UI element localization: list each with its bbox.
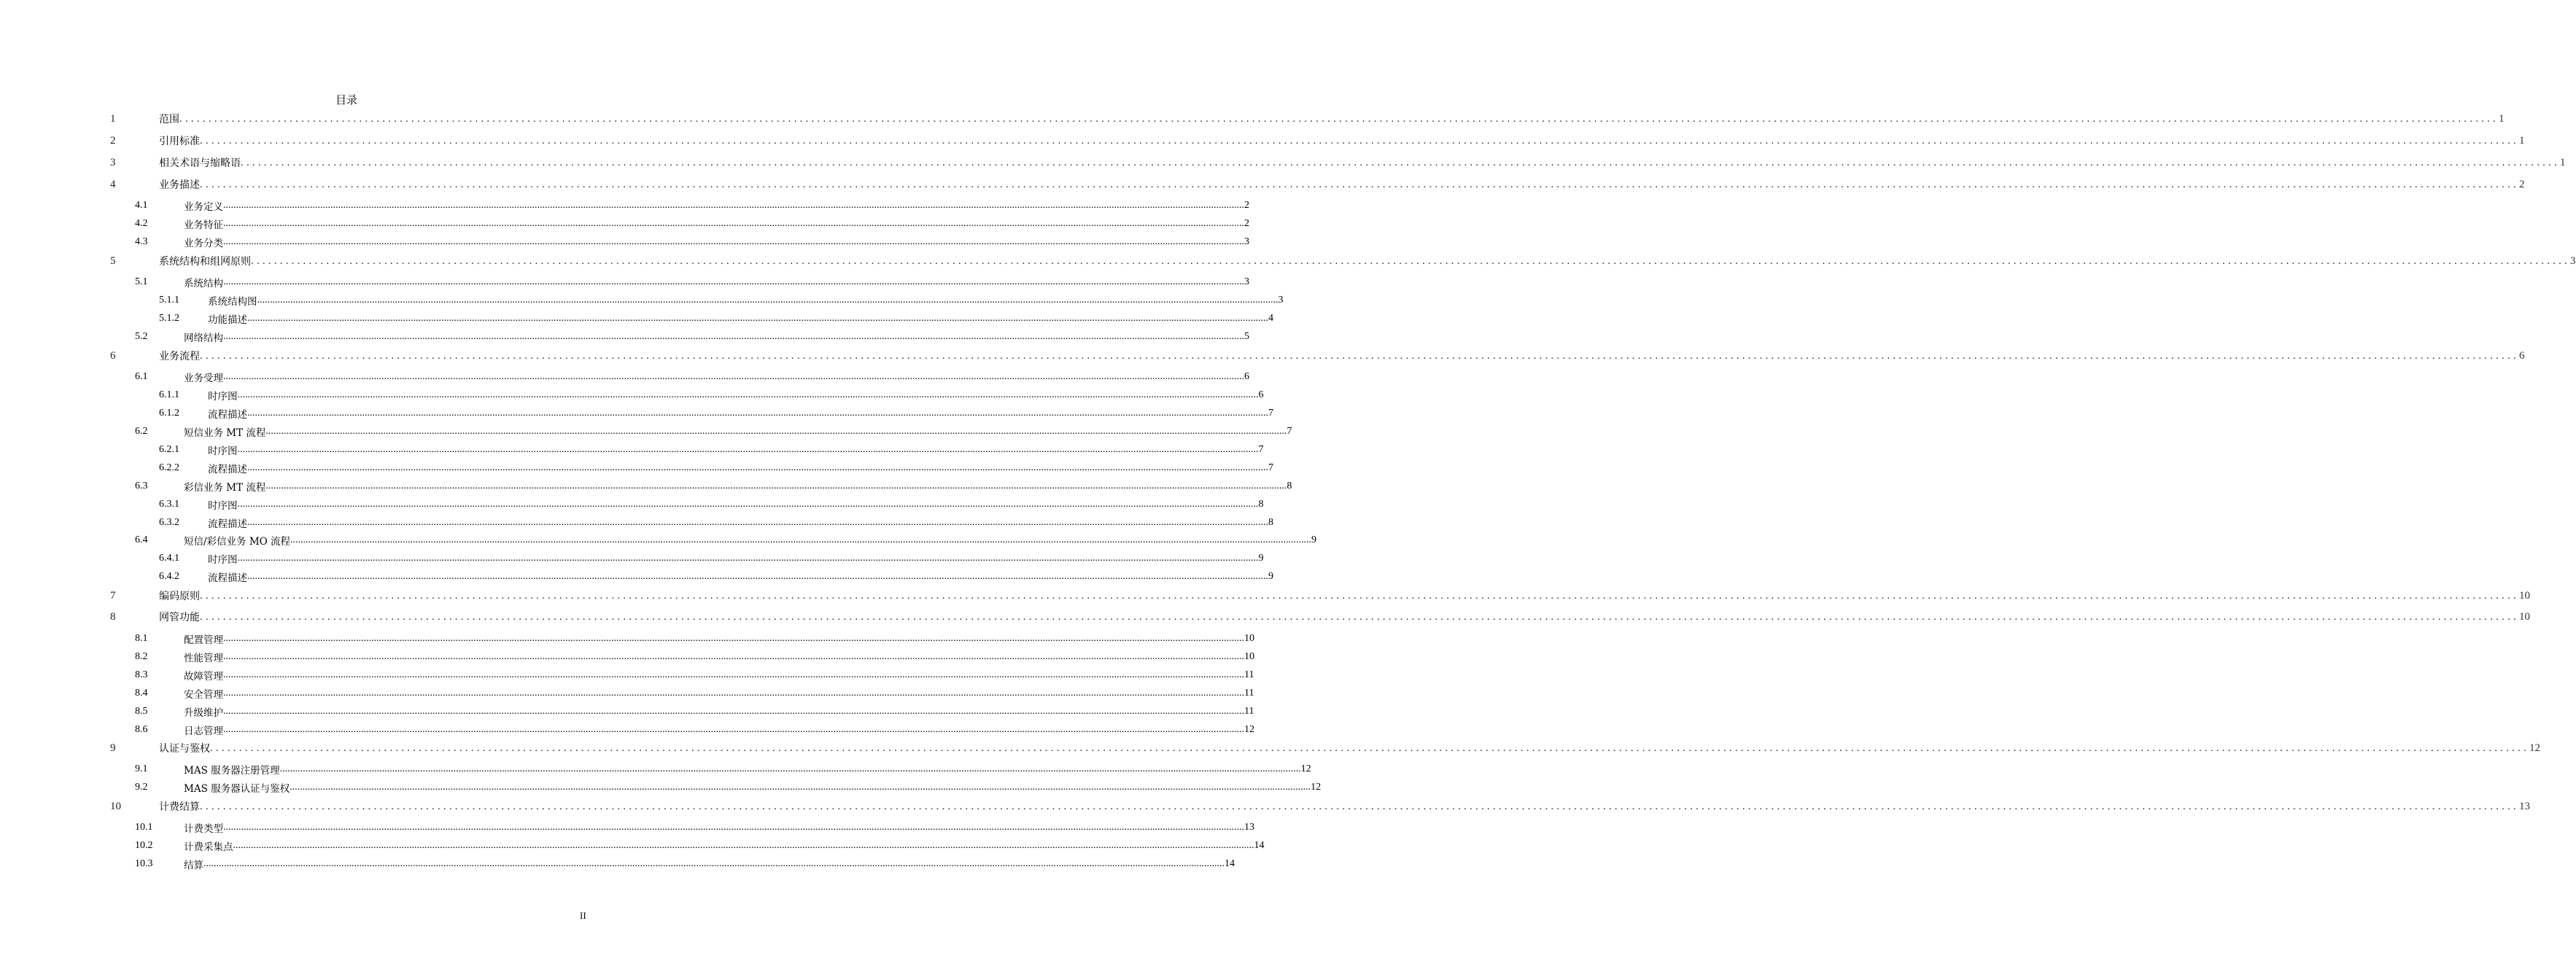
toc-entry-title: 功能描述 <box>208 314 247 326</box>
toc-entry-page: 1 <box>2499 112 2505 125</box>
toc-entry[interactable] <box>110 741 2540 755</box>
toc-entry[interactable] <box>159 551 1264 566</box>
toc-dot-leader: ................................................................................................................................................................................................................................................................................................................................................................................................................ <box>200 178 2519 190</box>
toc-entry-title: 系统结构图 <box>208 296 257 308</box>
toc-entry-title: 时序图 <box>208 446 238 457</box>
toc-entry-title: 计费类型 <box>184 823 223 835</box>
toc-entry[interactable] <box>135 217 1249 231</box>
toc-dot-leader: ................................................................................................................................................................................................................................................................................................................................................................................................................ <box>223 276 1244 287</box>
toc-entry-page: 10 <box>2519 610 2530 623</box>
toc-entry-page: 1 <box>2560 156 2566 168</box>
toc-entry-page: 11 <box>1244 706 1254 717</box>
toc-entry-page: 12 <box>1244 724 1254 735</box>
toc-dot-leader: ................................................................................................................................................................................................................................................................................................................................................................................................................ <box>200 610 2519 623</box>
toc-dot-leader: ................................................................................................................................................................................................................................................................................................................................................................................................................ <box>257 295 1279 306</box>
toc-entry-number: 6 <box>110 349 116 362</box>
toc-entry-title: 短信业务 MT 流程 <box>184 427 266 439</box>
toc-entry[interactable] <box>135 330 1249 344</box>
toc-dot-leader: ................................................................................................................................................................................................................................................................................................................................................................................................................ <box>200 800 2519 812</box>
toc-dot-leader: ................................................................................................................................................................................................................................................................................................................................................................................................................ <box>265 426 1287 437</box>
toc-entry-title: 系统结构和组网原则 <box>159 256 251 268</box>
toc-dot-leader: ................................................................................................................................................................................................................................................................................................................................................................................................................ <box>237 553 1259 564</box>
toc-entry-number: 6.4.2 <box>159 571 179 582</box>
toc-entry-page: 9 <box>1258 553 1264 564</box>
toc-entry[interactable] <box>110 610 2530 624</box>
toc-entry-title: 流程描述 <box>208 518 247 530</box>
toc-entry-title: 时序图 <box>208 554 238 566</box>
toc-entry[interactable] <box>135 839 1265 853</box>
toc-dot-leader: ................................................................................................................................................................................................................................................................................................................................................................................................................ <box>247 408 1268 419</box>
toc-entry-number: 10.2 <box>135 840 153 851</box>
toc-dot-leader: ................................................................................................................................................................................................................................................................................................................................................................................................................ <box>223 236 1244 247</box>
toc-entry[interactable] <box>110 112 2505 126</box>
toc-entry-page: 7 <box>1258 444 1264 455</box>
toc-entry-title: 业务描述 <box>159 179 200 191</box>
toc-entry-page: 6 <box>2519 349 2525 362</box>
toc-dot-leader: ................................................................................................................................................................................................................................................................................................................................................................................................................ <box>200 349 2519 362</box>
toc-entry-title: 业务受理 <box>184 373 223 384</box>
toc-entry-page: 7 <box>1268 462 1273 473</box>
toc-entry-page: 6 <box>1244 371 1249 382</box>
toc-dot-leader: ................................................................................................................................................................................................................................................................................................................................................................................................................ <box>247 571 1268 582</box>
toc-entry[interactable] <box>159 406 1273 421</box>
toc-dot-leader: ................................................................................................................................................................................................................................................................................................................................................................................................................ <box>179 112 2499 125</box>
toc-entry[interactable] <box>135 198 1249 213</box>
toc-entry-page: 2 <box>1244 200 1249 211</box>
toc-dot-leader: ................................................................................................................................................................................................................................................................................................................................................................................................................ <box>233 840 1254 851</box>
toc-entry[interactable] <box>135 479 1292 494</box>
toc-dot-leader: ................................................................................................................................................................................................................................................................................................................................................................................................................ <box>223 688 1244 699</box>
toc-entry-title: 引用标准 <box>159 136 200 147</box>
toc-dot-leader: ................................................................................................................................................................................................................................................................................................................................................................................................................ <box>247 313 1268 324</box>
toc-entry-page: 13 <box>1244 822 1254 833</box>
toc-dot-leader: ................................................................................................................................................................................................................................................................................................................................................................................................................ <box>223 331 1244 342</box>
toc-entry-title: 短信/彩信业务 MO 流程 <box>184 536 291 548</box>
toc-entry-number: 6.1.1 <box>159 389 179 400</box>
toc-entry-page: 13 <box>2519 800 2530 812</box>
toc-entry-page: 14 <box>1225 858 1235 869</box>
toc-dot-leader: ................................................................................................................................................................................................................................................................................................................................................................................................................ <box>251 254 2570 267</box>
toc-entry-number: 10 <box>110 800 121 812</box>
toc-entry[interactable] <box>135 723 1254 737</box>
toc-entry[interactable] <box>110 588 2530 603</box>
toc-entry-number: 5.2 <box>135 331 148 342</box>
toc-entry-page: 1 <box>2519 134 2525 147</box>
toc-entry-number: 6.3 <box>135 481 148 491</box>
toc-entry-title: 计费结算 <box>159 801 200 813</box>
toc-entry-page: 8 <box>1268 517 1273 528</box>
toc-dot-leader: ................................................................................................................................................................................................................................................................................................................................................................................................................ <box>223 218 1244 229</box>
toc-entry[interactable] <box>159 461 1273 475</box>
toc-entry[interactable] <box>135 780 1322 795</box>
toc-entry-number: 4.2 <box>135 218 148 229</box>
toc-title: 目录 <box>335 95 357 106</box>
toc-dot-leader: ................................................................................................................................................................................................................................................................................................................................................................................................................ <box>237 444 1259 455</box>
toc-entry[interactable] <box>135 533 1317 548</box>
toc-entry-page: 9 <box>1268 571 1273 582</box>
toc-entry-number: 5.1 <box>135 276 148 287</box>
toc-entry-number: 8.6 <box>135 724 148 735</box>
toc-entry-title: 系统结构 <box>184 278 223 289</box>
toc-entry[interactable] <box>135 650 1254 664</box>
toc-entry-number: 6.2.2 <box>159 462 179 473</box>
toc-entry-number: 6.2.1 <box>159 444 179 455</box>
toc-entry-number: 7 <box>110 589 116 602</box>
toc-entry-number: 6.4 <box>135 534 148 545</box>
toc-entry-number: 4.3 <box>135 236 148 247</box>
toc-entry-number: 6.1.2 <box>159 408 179 419</box>
toc-entry-page: 3 <box>2570 254 2576 267</box>
toc-entry-title: 时序图 <box>208 500 238 512</box>
toc-entry-page: 11 <box>1244 669 1254 680</box>
toc-entry[interactable] <box>159 388 1264 402</box>
page-number: II <box>580 910 586 921</box>
toc-entry-title: 流程描述 <box>208 409 247 421</box>
toc-entry-title: 认证与鉴权 <box>159 743 210 755</box>
toc-dot-leader: ................................................................................................................................................................................................................................................................................................................................................................................................................ <box>203 858 1225 869</box>
toc-entry-number: 8 <box>110 610 116 623</box>
toc-entry[interactable] <box>110 155 2566 170</box>
toc-entry-title: 业务流程 <box>159 351 200 362</box>
toc-dot-leader: ................................................................................................................................................................................................................................................................................................................................................................................................................ <box>200 134 2519 147</box>
toc-dot-leader: ................................................................................................................................................................................................................................................................................................................................................................................................................ <box>247 517 1268 528</box>
toc-entry-number: 5.1.2 <box>159 313 179 324</box>
toc-entry-page: 3 <box>1244 276 1249 287</box>
toc-entry[interactable] <box>110 799 2530 814</box>
toc-entry-page: 12 <box>1311 782 1322 793</box>
toc-entry[interactable] <box>135 704 1254 719</box>
toc-entry-title: 时序图 <box>208 391 238 402</box>
toc-entry-title: 编码原则 <box>159 591 200 602</box>
toc-dot-leader: ................................................................................................................................................................................................................................................................................................................................................................................................................ <box>223 651 1244 662</box>
toc-entry-page: 5 <box>1244 331 1249 342</box>
toc-entry-title: 配置管理 <box>184 634 223 646</box>
toc-entry-title: 相关术语与缩略语 <box>159 158 241 169</box>
toc-entry-number: 9.2 <box>135 782 148 793</box>
toc-dot-leader: ................................................................................................................................................................................................................................................................................................................................................................................................................ <box>223 669 1244 680</box>
toc-entry-title: 彩信业务 MT 流程 <box>184 482 266 494</box>
toc-entry[interactable] <box>135 235 1249 249</box>
toc-entry-number: 6.3.1 <box>159 499 179 510</box>
toc-entry[interactable] <box>159 516 1273 530</box>
toc-entry-number: 10.1 <box>135 822 153 833</box>
toc-dot-leader: ................................................................................................................................................................................................................................................................................................................................................................................................................ <box>237 389 1259 400</box>
toc-entry-page: 2 <box>1244 218 1249 229</box>
toc-entry-number: 10.3 <box>135 858 153 869</box>
toc-entry[interactable] <box>110 349 2525 363</box>
toc-entry-title: 流程描述 <box>208 464 247 475</box>
toc-dot-leader: ................................................................................................................................................................................................................................................................................................................................................................................................................ <box>247 462 1268 473</box>
toc-entry[interactable] <box>135 275 1249 289</box>
toc-entry-number: 6.4.1 <box>159 553 179 564</box>
toc-entry-page: 14 <box>1254 840 1265 851</box>
toc-entry[interactable] <box>110 177 2525 192</box>
toc-entry-page: 10 <box>1244 651 1254 662</box>
toc-entry-number: 5 <box>110 254 116 267</box>
toc-entry-page: 4 <box>1268 313 1273 324</box>
toc-dot-leader: ................................................................................................................................................................................................................................................................................................................................................................................................................ <box>290 782 1311 793</box>
toc-entry[interactable] <box>159 293 1284 308</box>
toc-entry-number: 2 <box>110 134 116 147</box>
toc-entry-number: 8.3 <box>135 669 148 680</box>
toc-dot-leader: ................................................................................................................................................................................................................................................................................................................................................................................................................ <box>241 156 2560 168</box>
toc-entry[interactable] <box>135 857 1235 871</box>
toc-entry-title: MAS 服务器认证与鉴权 <box>184 783 290 795</box>
toc-entry-title: 结算 <box>184 860 203 871</box>
toc-entry-title: 范围 <box>159 114 179 125</box>
toc-entry-title: 业务定义 <box>184 201 223 213</box>
toc-entry[interactable] <box>110 133 2525 148</box>
toc-entry-number: 5.1.1 <box>159 295 179 306</box>
toc-entry-number: 1 <box>110 112 116 125</box>
toc-entry-page: 2 <box>2519 178 2525 190</box>
toc-entry-page: 10 <box>2519 589 2530 602</box>
toc-dot-leader: ................................................................................................................................................................................................................................................................................................................................................................................................................ <box>223 371 1244 382</box>
toc-entry-page: 7 <box>1287 426 1292 437</box>
toc-entry-title: 业务特征 <box>184 219 223 231</box>
toc-entry[interactable] <box>159 497 1264 512</box>
toc-entry-title: 计费采集点 <box>184 841 233 853</box>
toc-entry-number: 9 <box>110 742 116 754</box>
toc-dot-leader: ................................................................................................................................................................................................................................................................................................................................................................................................................ <box>223 724 1244 735</box>
toc-entry-page: 3 <box>1244 236 1249 247</box>
toc-entry-number: 6.2 <box>135 426 148 437</box>
toc-dot-leader: ................................................................................................................................................................................................................................................................................................................................................................................................................ <box>265 481 1287 491</box>
toc-dot-leader: ................................................................................................................................................................................................................................................................................................................................................................................................................ <box>279 763 1301 774</box>
toc-entry-title: 故障管理 <box>184 671 223 682</box>
toc-entry[interactable] <box>135 668 1254 682</box>
toc-entry-number: 8.5 <box>135 706 148 717</box>
toc-entry-title: 安全管理 <box>184 689 223 701</box>
toc-entry-title: 业务分类 <box>184 238 223 249</box>
toc-entry-number: 6.3.2 <box>159 517 179 528</box>
toc-dot-leader: ................................................................................................................................................................................................................................................................................................................................................................................................................ <box>290 534 1312 545</box>
toc-entry-page: 9 <box>1311 534 1317 545</box>
toc-entry-number: 9.1 <box>135 763 148 774</box>
toc-entry[interactable] <box>135 762 1311 777</box>
toc-entry[interactable] <box>159 311 1273 326</box>
toc-entry-title: 网络结构 <box>184 332 223 344</box>
toc-entry-page: 8 <box>1287 481 1292 491</box>
toc-entry[interactable] <box>159 569 1273 584</box>
toc-entry[interactable] <box>135 370 1249 384</box>
toc-entry-number: 3 <box>110 156 116 168</box>
toc-entry-page: 6 <box>1258 389 1264 400</box>
toc-entry-page: 8 <box>1258 499 1264 510</box>
toc-entry-page: 10 <box>1244 633 1254 644</box>
toc-entry[interactable] <box>135 820 1254 835</box>
toc-dot-leader: ................................................................................................................................................................................................................................................................................................................................................................................................................ <box>223 633 1244 644</box>
toc-entry-page: 11 <box>1244 688 1254 699</box>
toc-dot-leader: ................................................................................................................................................................................................................................................................................................................................................................................................................ <box>237 499 1259 510</box>
toc-dot-leader: ................................................................................................................................................................................................................................................................................................................................................................................................................ <box>210 742 2529 754</box>
toc-entry[interactable] <box>135 686 1254 701</box>
toc-entry-number: 8.1 <box>135 633 148 644</box>
toc-entry[interactable] <box>135 631 1254 646</box>
toc-entry-number: 8.2 <box>135 651 148 662</box>
toc-entry-title: 性能管理 <box>184 653 223 664</box>
toc-entry-page: 7 <box>1268 408 1273 419</box>
toc-entry-number: 6.1 <box>135 371 148 382</box>
toc-entry-number: 8.4 <box>135 688 148 699</box>
toc-entry[interactable] <box>110 254 2576 268</box>
toc-entry-title: 网管功能 <box>159 612 200 623</box>
toc-entry[interactable] <box>135 424 1292 439</box>
toc-dot-leader: ................................................................................................................................................................................................................................................................................................................................................................................................................ <box>223 706 1244 717</box>
toc-dot-leader: ................................................................................................................................................................................................................................................................................................................................................................................................................ <box>223 200 1244 211</box>
toc-entry-page: 12 <box>2529 742 2540 754</box>
toc-dot-leader: ................................................................................................................................................................................................................................................................................................................................................................................................................ <box>200 589 2519 602</box>
toc-entry-page: 3 <box>1278 295 1284 306</box>
toc-entry[interactable] <box>159 443 1264 457</box>
toc-entry-title: MAS 服务器注册管理 <box>184 765 280 777</box>
toc-entry-number: 4.1 <box>135 200 148 211</box>
toc-entry-title: 升级维护 <box>184 707 223 719</box>
toc-dot-leader: ................................................................................................................................................................................................................................................................................................................................................................................................................ <box>223 822 1244 833</box>
toc-entry-title: 流程描述 <box>208 572 247 584</box>
toc-entry-title: 日志管理 <box>184 726 223 737</box>
toc-entry-number: 4 <box>110 178 116 190</box>
toc-entry-page: 12 <box>1300 763 1311 774</box>
